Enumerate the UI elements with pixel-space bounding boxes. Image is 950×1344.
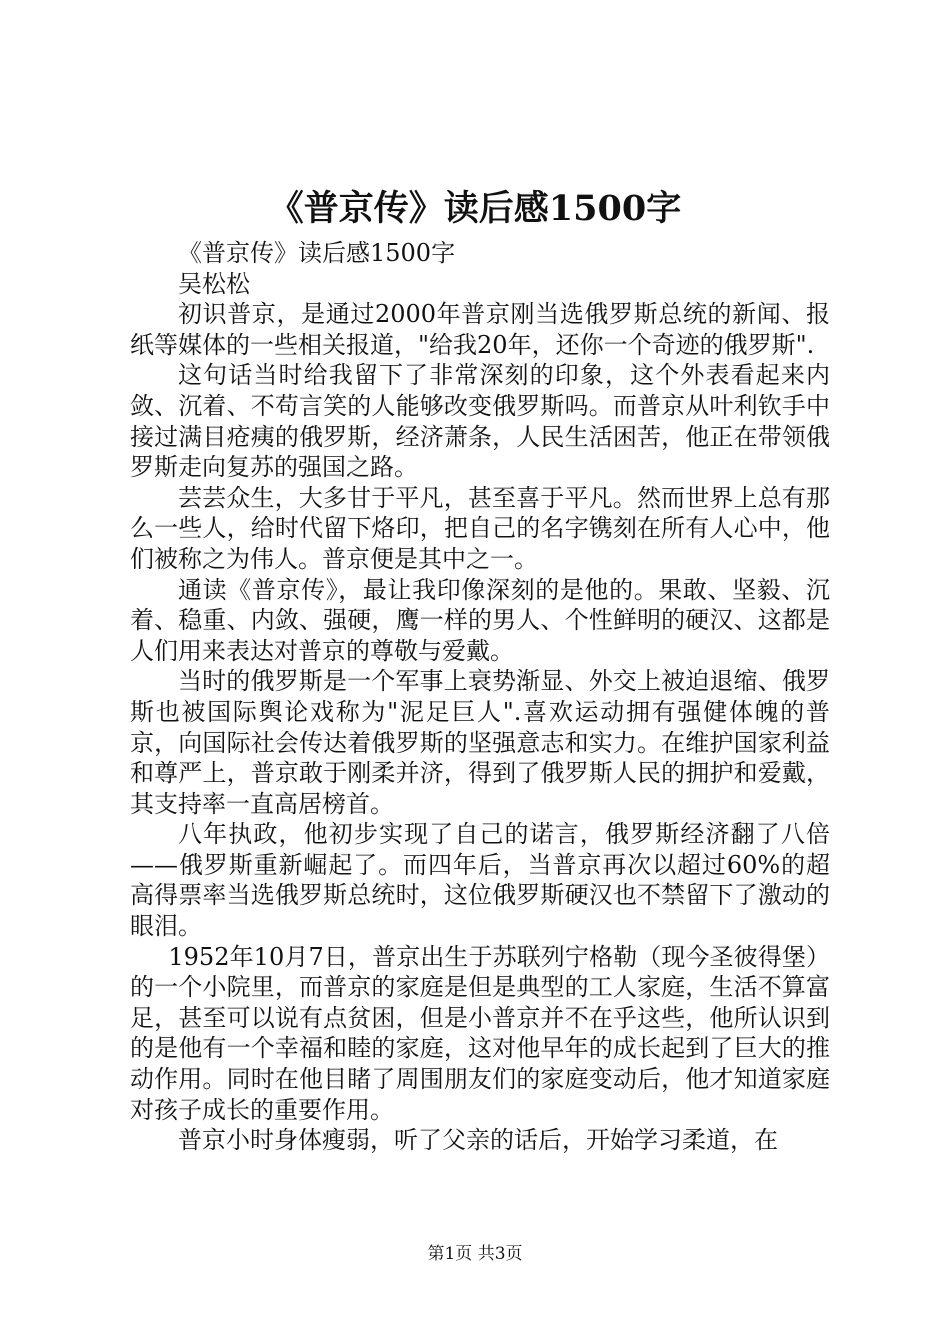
- paragraph-1: 初识普京，是通过2000年普京刚当选俄罗斯总统的新闻、报纸等媒体的一些相关报道，"给我20年，还你一个奇迹的俄罗斯".: [130, 300, 830, 359]
- paragraph-7: 1952年10月7日，普京出生于苏联列宁格勒（现今圣彼得堡）的一个小院里，而普京的家庭是但是典型的工人家庭，生活不算富足，甚至可以说有点贫困，但是小普京并不在乎这些，他所认识到的是他有一个幸福和睦的家庭，这对他早年的成长起到了巨大的推动作用。同时在他目睹了周围朋友们的家庭变动后，他才知道家庭对孩子成长的重要作用。: [130, 942, 830, 1124]
- author-name: 吴松松: [178, 269, 250, 298]
- paragraph-8: 普京小时身体瘦弱，听了父亲的话后，开始学习柔道，在: [178, 1126, 778, 1155]
- subtitle: 《普京传》读后感1500字: [178, 239, 456, 267]
- page-title: 《普京传》读后感1500字: [268, 188, 682, 229]
- paragraph-6: 八年执政，他初步实现了自己的诺言，俄罗斯经济翻了八倍——俄罗斯重新崛起了。而四年后，当普京再次以超过60%的超高得票率当选俄罗斯总统时，这位俄罗斯硬汉也不禁留下了激动的眼泪。: [130, 820, 830, 941]
- paragraph-2: 这句话当时给我留下了非常深刻的印象，这个外表看起来内敛、沉着、不苟言笑的人能够改变俄罗斯吗。而普京从叶利钦手中接过满目疮痍的俄罗斯，经济萧条，人民生活困苦，他正在带领俄罗斯走向复苏的强国之路。: [130, 361, 830, 482]
- document-body: [130, 238, 830, 1156]
- paragraph-3: 芸芸众生，大多甘于平凡，甚至喜于平凡。然而世界上总有那么一些人，给时代留下烙印，把自己的名字镌刻在所有人心中，他们被称之为伟人。普京便是其中之一。: [130, 483, 830, 573]
- paragraph-4: 通读《普京传》，最让我印像深刻的是他的。果敢、坚毅、沉着、稳重、内敛、强硬，鹰一样的男人、个性鲜明的硬汉、这都是人们用来表达对普京的尊敬与爱戴。: [130, 575, 830, 665]
- paragraph-5: 当时的俄罗斯是一个军事上衰势渐显、外交上被迫退缩、俄罗斯也被国际舆论戏称为"泥足巨人".喜欢运动拥有强健体魄的普京，向国际社会传达着俄罗斯的坚强意志和实力。在维护国家利益和尊严上，普京敢于刚柔并济，得到了俄罗斯人民的拥护和爱戴，其支持率一直高居榜首。: [130, 667, 830, 818]
- page-footer: 第1页 共3页: [427, 1244, 523, 1264]
